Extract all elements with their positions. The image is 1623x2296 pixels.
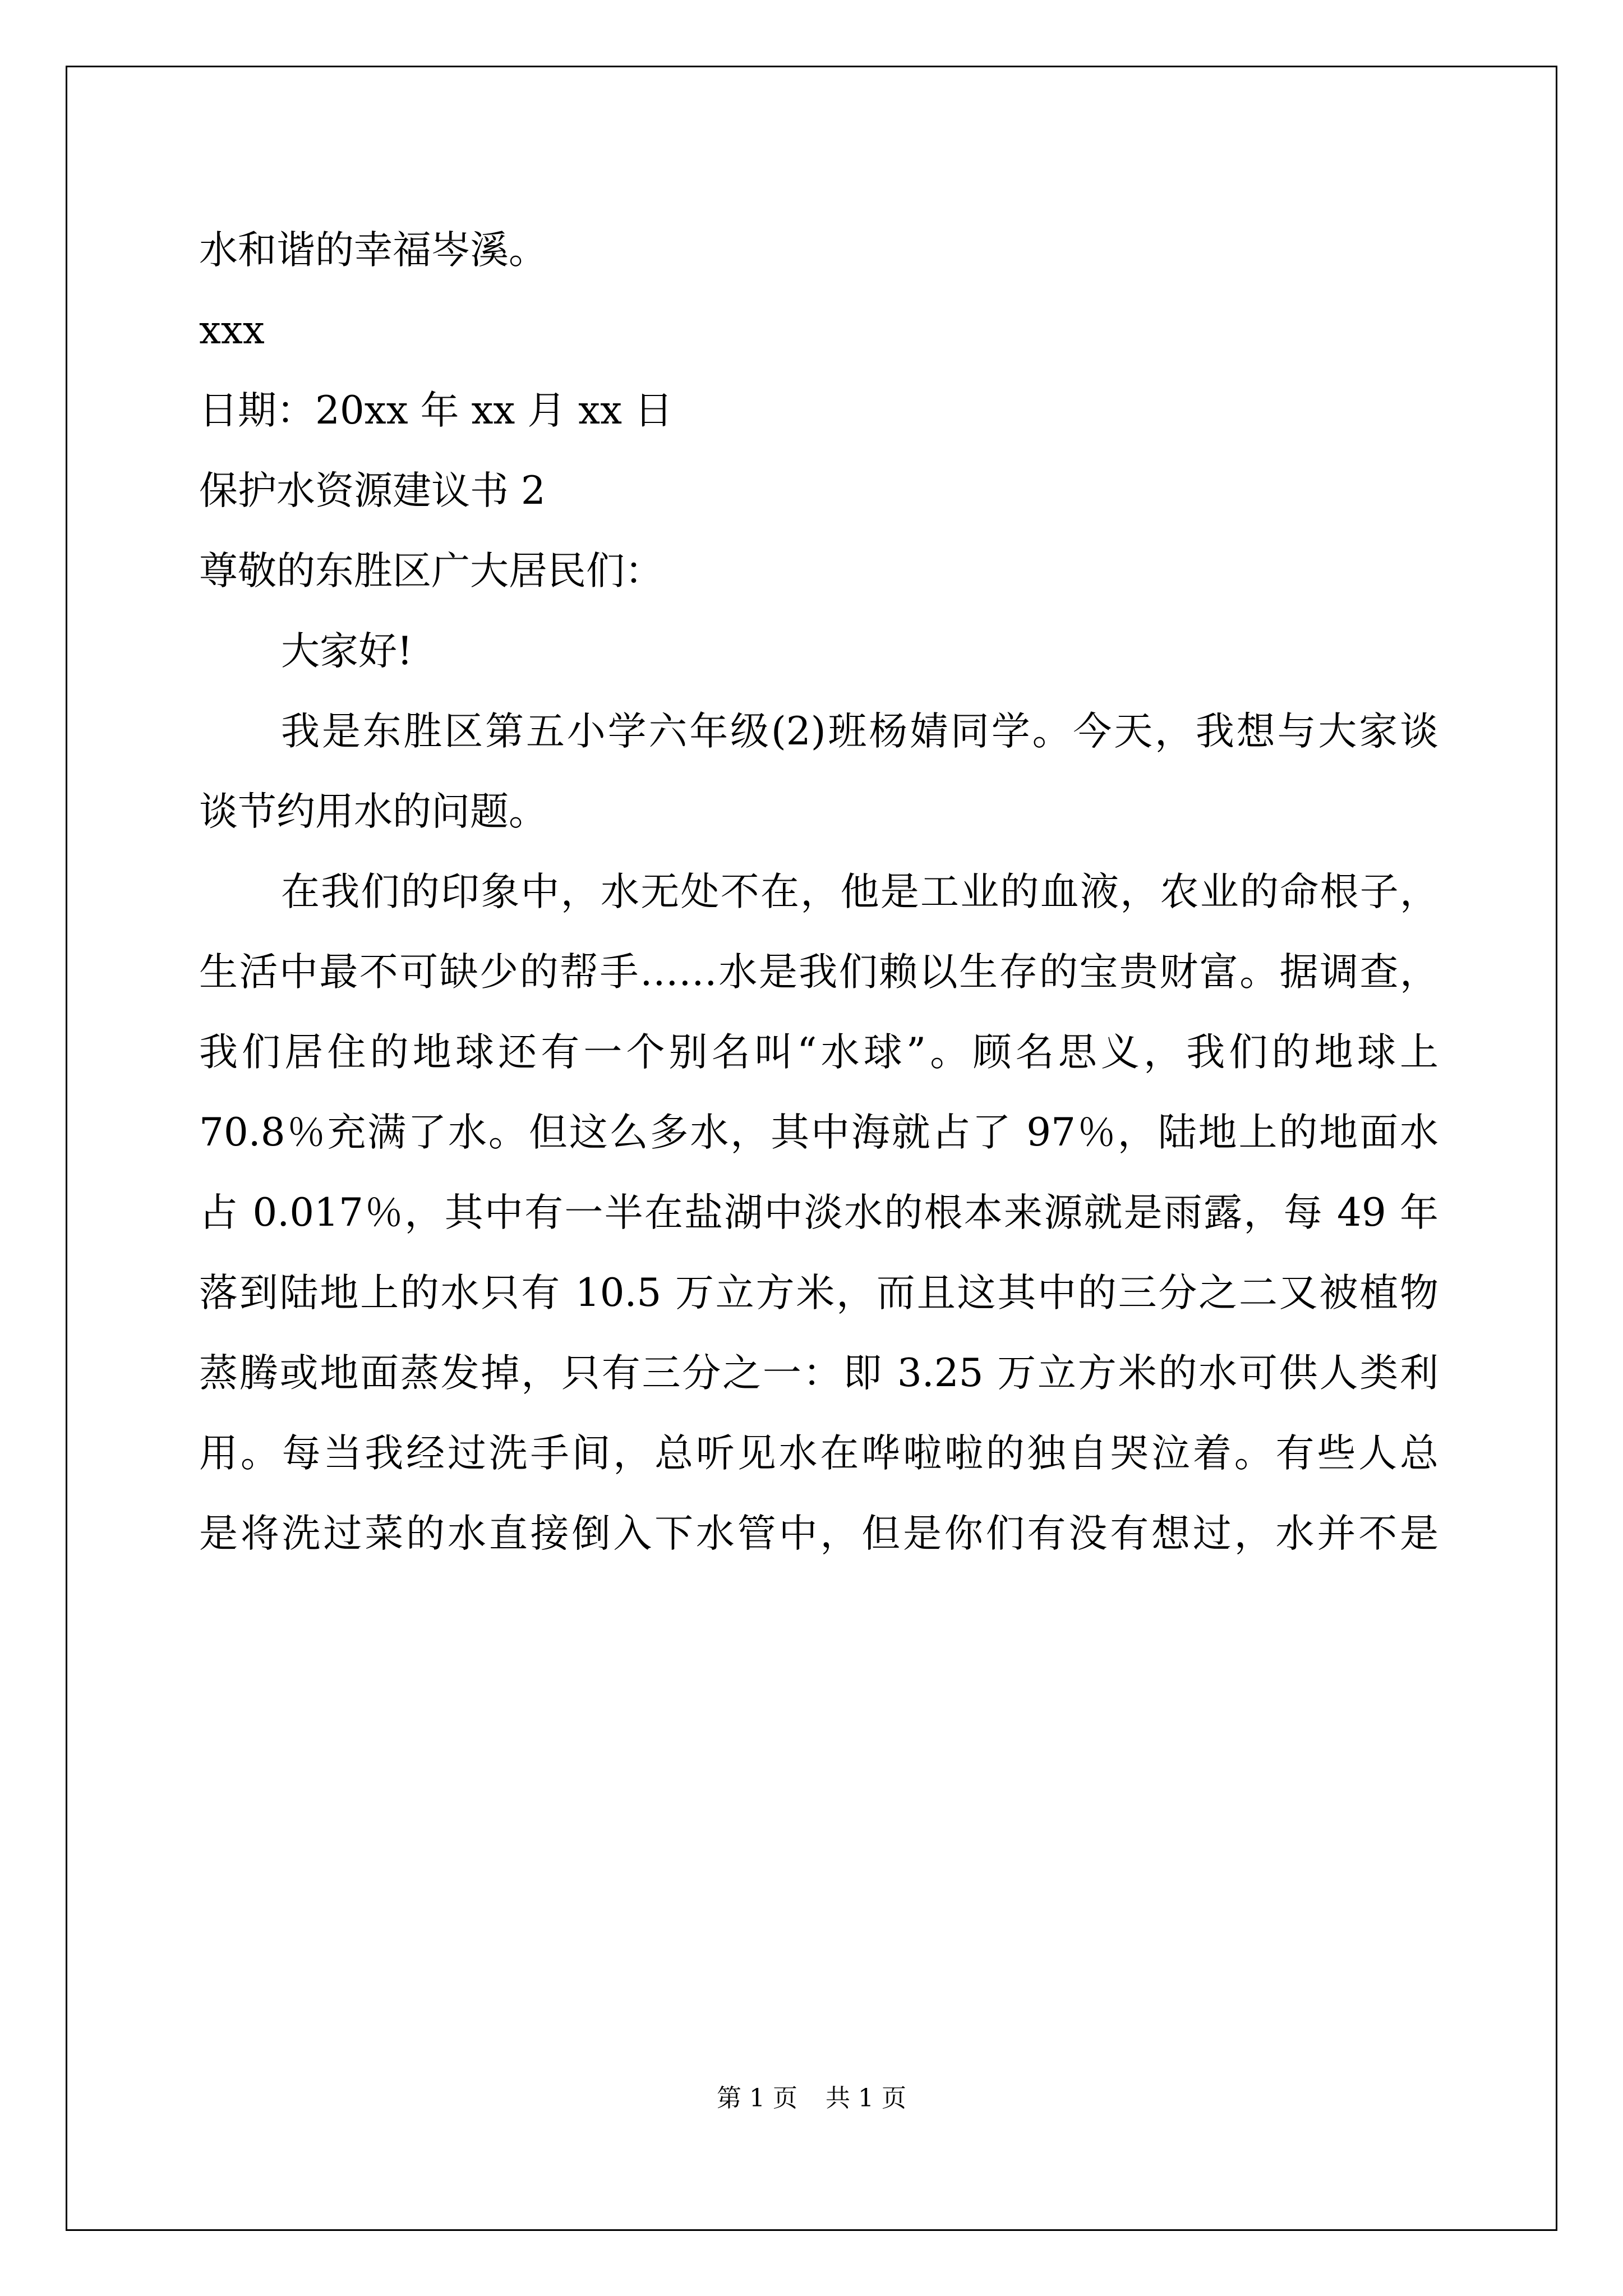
paragraph-line: 我们居住的地球还有一个别名叫“水球”。顾名思义，我们的地球上 xyxy=(199,1030,1438,1075)
section-title: 保护水资源建议书 2 xyxy=(199,468,546,513)
page-number: 第 1 页 xyxy=(717,2084,797,2113)
text-line-closing: 水和谐的幸福岑溪。 xyxy=(199,228,547,273)
paragraph-line: 谈节约用水的问题。 xyxy=(199,789,547,834)
paragraph-line: 落到陆地上的水只有 10.5 万立方米，而且这其中的三分之二又被植物 xyxy=(199,1271,1438,1315)
text-line-author: xxx xyxy=(199,308,265,353)
paragraph-line: 生活中最不可缺少的帮手……水是我们赖以生存的宝贵财富。据调查， xyxy=(199,950,1438,995)
paragraph-line: 占 0.017％，其中有一半在盐湖中淡水的根本来源就是雨露，每 49 年 xyxy=(199,1190,1438,1235)
salutation: 尊敬的东胜区广大居民们： xyxy=(199,549,663,593)
paragraph-line: 在我们的印象中，水无处不在，他是工业的血液，农业的命根子， xyxy=(281,869,1438,914)
greeting: 大家好! xyxy=(281,629,413,674)
paragraph-line: 70.8％充满了水。但这么多水，其中海就占了 97％，陆地上的地面水 xyxy=(199,1110,1438,1155)
page-total: 共 1 页 xyxy=(826,2084,906,2113)
paragraph-line: 蒸腾或地面蒸发掉，只有三分之一：即 3.25 万立方米的水可供人类利 xyxy=(199,1351,1438,1396)
paragraph-line: 我是东胜区第五小学六年级(2)班杨婧同学。今天，我想与大家谈 xyxy=(281,709,1438,754)
paragraph-line: 是将洗过菜的水直接倒入下水管中，但是你们有没有想过，水并不是 xyxy=(199,1511,1438,1556)
page-footer xyxy=(0,2078,1623,2114)
text-line-date: 日期：20xx 年 xx 月 xx 日 xyxy=(199,388,673,433)
paragraph-line: 用。每当我经过洗手间，总听见水在哗啦啦的独自哭泣着。有些人总 xyxy=(199,1431,1438,1476)
